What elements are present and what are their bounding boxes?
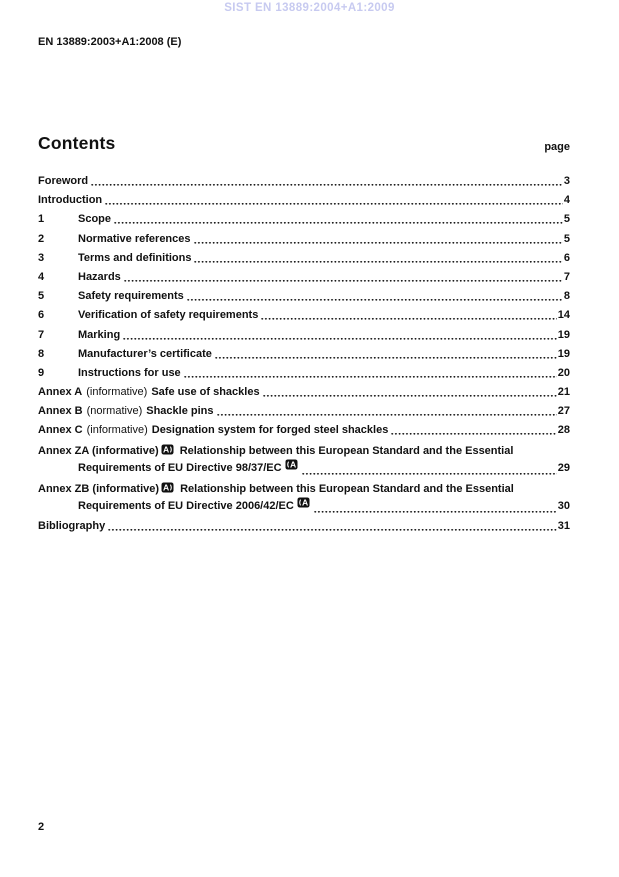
page-column-label: page bbox=[544, 141, 570, 153]
svg-text:A: A bbox=[163, 482, 170, 493]
footer-page-number: 2 bbox=[38, 821, 45, 833]
toc-page-number: 27 bbox=[557, 405, 570, 418]
toc-page-number: 31 bbox=[557, 519, 570, 532]
toc-label: Safe use of shackles bbox=[151, 386, 260, 399]
toc-label: Normative references bbox=[78, 232, 191, 245]
svg-text:A: A bbox=[301, 497, 309, 508]
toc-page-number: 29 bbox=[557, 462, 570, 475]
toc-clause-number: 5 bbox=[38, 290, 45, 303]
toc-annex-kind: (informative) bbox=[86, 424, 148, 437]
contents-title: Contents bbox=[38, 133, 116, 153]
dot-leader bbox=[314, 503, 557, 514]
toc-entry-2-normative-references[interactable] bbox=[38, 233, 570, 245]
dot-leader bbox=[391, 425, 556, 436]
toc-label-line2: Requirements of EU Directive 2006/42/EC bbox=[78, 500, 294, 513]
dot-leader bbox=[105, 195, 563, 206]
toc-annex-prefix: Annex A bbox=[38, 386, 83, 399]
toc-label-line1: Relationship between this European Standard and the Essential bbox=[179, 444, 514, 457]
toc-label: Hazards bbox=[78, 270, 121, 283]
toc-label: Marking bbox=[78, 328, 121, 341]
toc-clause-number: 2 bbox=[38, 232, 45, 245]
toc-annex-kind: (informative) bbox=[92, 444, 159, 457]
dot-leader bbox=[194, 253, 562, 264]
dot-leader bbox=[187, 291, 563, 302]
toc-label-line2: Requirements of EU Directive 98/37/EC bbox=[78, 462, 282, 475]
toc-label: Safety requirements bbox=[78, 290, 184, 303]
toc-entry-3-terms-definitions[interactable] bbox=[38, 252, 570, 264]
toc-page-number: 5 bbox=[563, 232, 570, 245]
toc-entry-annex-c[interactable] bbox=[38, 424, 570, 436]
toc-entry-8-manufacturers-certificate[interactable] bbox=[38, 348, 570, 360]
sist-watermark: SIST EN 13889:2004+A1:2009 bbox=[224, 2, 395, 14]
toc-annex-prefix: Annex ZA bbox=[38, 444, 89, 457]
toc-annex-prefix: Annex ZB bbox=[38, 482, 90, 495]
toc-entry-bibliography[interactable] bbox=[38, 520, 570, 532]
toc-entry-annex-zb[interactable] bbox=[38, 482, 570, 514]
toc-entry-annex-za[interactable] bbox=[38, 444, 570, 476]
dot-leader bbox=[108, 521, 557, 532]
toc-entry-annex-a[interactable] bbox=[38, 386, 570, 398]
dot-leader bbox=[124, 272, 563, 283]
toc-label: Introduction bbox=[38, 194, 103, 207]
dot-leader bbox=[302, 465, 557, 476]
toc-label: Manufacturer’s certificate bbox=[78, 347, 212, 360]
table-of-contents bbox=[38, 175, 570, 539]
toc-page-number: 8 bbox=[563, 290, 570, 303]
toc-clause-number: 6 bbox=[38, 309, 45, 322]
toc-page-number: 19 bbox=[557, 347, 570, 360]
toc-entry-annex-b[interactable] bbox=[38, 405, 570, 417]
toc-page-number: 14 bbox=[557, 309, 570, 322]
toc-annex-kind: (informative) bbox=[92, 482, 160, 495]
document-reference: EN 13889:2003+A1:2008 (E) bbox=[38, 36, 182, 48]
toc-entry-1-scope[interactable] bbox=[38, 213, 570, 225]
dot-leader bbox=[261, 310, 556, 321]
a1-amendment-start-icon bbox=[161, 482, 174, 498]
toc-label: Bibliography bbox=[38, 519, 106, 532]
toc-annex-prefix: Annex B bbox=[38, 405, 83, 418]
toc-page-number: 30 bbox=[557, 500, 570, 513]
svg-text:A: A bbox=[162, 444, 169, 455]
toc-label: Foreword bbox=[38, 175, 89, 187]
toc-clause-number: 3 bbox=[38, 251, 45, 264]
toc-clause-number: 8 bbox=[38, 347, 45, 360]
toc-annex-prefix: Annex C bbox=[38, 424, 83, 437]
toc-clause-number: 4 bbox=[38, 270, 45, 283]
toc-clause-number: 1 bbox=[38, 213, 45, 226]
toc-entry-4-hazards[interactable] bbox=[38, 271, 570, 283]
toc-page-number: 3 bbox=[563, 175, 570, 187]
dot-leader bbox=[91, 176, 563, 187]
a1-amendment-end-icon bbox=[285, 459, 298, 475]
dot-leader bbox=[194, 234, 563, 245]
a1-amendment-start-icon bbox=[161, 444, 174, 460]
toc-page-number: 20 bbox=[557, 366, 570, 379]
toc-clause-number: 9 bbox=[38, 366, 45, 379]
svg-text:A: A bbox=[289, 459, 296, 470]
toc-entry-introduction[interactable] bbox=[38, 194, 570, 206]
toc-entry-5-safety-requirements[interactable] bbox=[38, 290, 570, 302]
toc-label: Scope bbox=[78, 213, 112, 226]
toc-entry-foreword[interactable] bbox=[38, 175, 570, 187]
toc-label: Designation system for forged steel shackles bbox=[151, 424, 389, 437]
toc-annex-kind: (informative) bbox=[86, 386, 148, 399]
dot-leader bbox=[114, 214, 563, 225]
dot-leader bbox=[123, 330, 557, 341]
dot-leader bbox=[215, 349, 557, 360]
toc-page-number: 4 bbox=[563, 194, 570, 207]
toc-entry-9-instructions-for-use[interactable] bbox=[38, 367, 570, 379]
toc-label: Terms and definitions bbox=[78, 251, 192, 264]
toc-page-number: 5 bbox=[563, 213, 570, 226]
toc-label-line1: Relationship between this European Standard and the Essential bbox=[180, 482, 514, 495]
a1-amendment-end-icon bbox=[297, 497, 310, 513]
toc-label: Verification of safety requirements bbox=[78, 309, 259, 322]
dot-leader bbox=[184, 368, 557, 379]
toc-clause-number: 7 bbox=[38, 328, 45, 341]
dot-leader bbox=[217, 406, 557, 417]
dot-leader bbox=[263, 387, 557, 398]
toc-entry-6-verification[interactable] bbox=[38, 309, 570, 321]
toc-page-number: 19 bbox=[557, 328, 570, 341]
toc-page-number: 6 bbox=[563, 251, 570, 264]
contents-header bbox=[38, 133, 570, 154]
toc-annex-kind: (normative) bbox=[86, 405, 143, 418]
toc-page-number: 21 bbox=[557, 386, 570, 399]
toc-page-number: 7 bbox=[563, 270, 570, 283]
toc-label: Shackle pins bbox=[146, 405, 214, 418]
toc-entry-7-marking[interactable] bbox=[38, 329, 570, 341]
toc-page-number: 28 bbox=[557, 424, 570, 437]
toc-label: Instructions for use bbox=[78, 366, 181, 379]
